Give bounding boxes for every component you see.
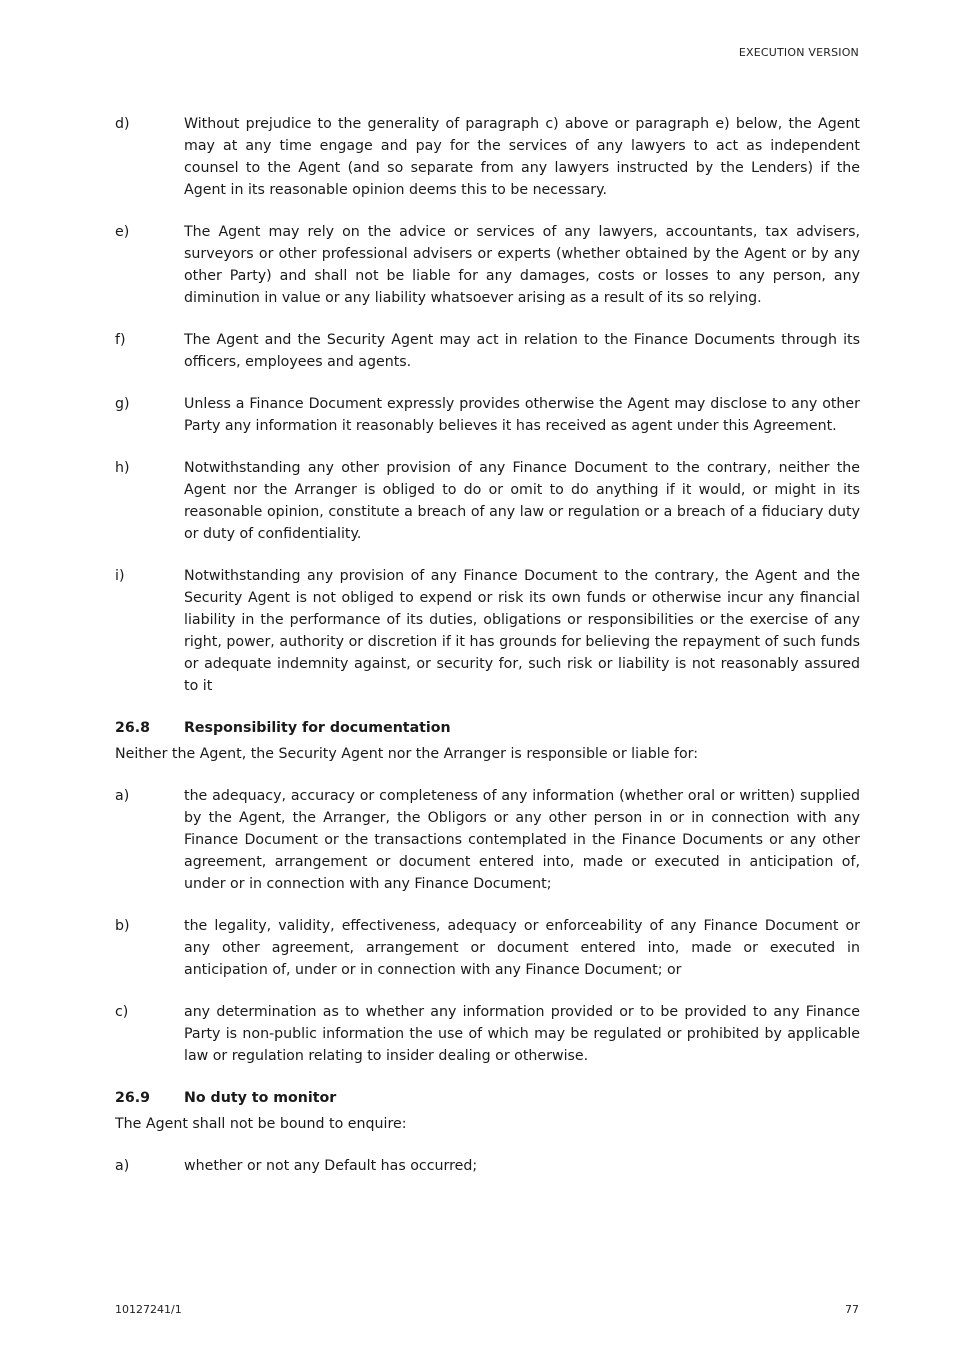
section-intro: Neither the Agent, the Security Agent nor the Arranger is responsible or liable for: [115,746,698,762]
document-body [115,113,860,1197]
paragraph-label: g) [115,396,130,412]
paragraph-text: the adequacy, accuracy or completeness of any information (whether oral or written) supplied by the Agent, the Arranger, the Obligors or any other person in or in connection with any Finance Document or the transactions contemplated in the Finance Documents or any other agreement, arrangement or document entered into, made or executed in anticipation of, under or in connection with any Finance Document; [184,788,860,892]
paragraph-text: Without prejudice to the generality of paragraph c) above or paragraph e) below, the Agent may at any time engage and pay for the services of any lawyers to act as independent counsel to the Agent (and so separate from any lawyers instructed by the Lenders) if the Agent in its reasonable opinion deems this to be necessary. [184,116,860,198]
section-number: 26.9 [115,1090,151,1106]
paragraph-a [115,1155,860,1177]
document-version-label: EXECUTION VERSION [738,46,859,59]
section-title: No duty to monitor [184,1090,337,1106]
paragraph-text: whether or not any Default has occurred; [184,1158,478,1174]
paragraph-b [115,915,860,981]
paragraph-text: any determination as to whether any information provided or to be provided to any Finance Party is non-public information the use of which may be regulated or prohibited by applicable law or regulation relating to insider dealing or otherwise. [184,1004,860,1064]
paragraph-label: f) [115,332,126,348]
paragraph-label: a) [115,1158,130,1174]
paragraph-label: c) [115,1004,129,1020]
section-heading-26-8 [115,717,860,739]
paragraph-text: Notwithstanding any other provision of any Finance Document to the contrary, neither the Agent nor the Arranger is obliged to do or omit to do anything if it would, or might in its reasonable opinion, constitute a breach of any law or regulation or a breach of a fiduciary duty or duty of confidentiality. [184,460,860,542]
paragraph-e [115,221,860,309]
paragraph-text: Notwithstanding any provision of any Finance Document to the contrary, the Agent and the Security Agent is not obliged to expend or risk its own funds or otherwise incur any financial liability in the performance of its duties, obligations or responsibilities or the exercise of any right, power, authority or discretion if it has grounds for believing the repayment of such funds or adequate indemnity against, or security for, such risk or liability is not reasonably assured to it [184,568,860,694]
paragraph-label: i) [115,568,125,584]
paragraph-label: d) [115,116,130,132]
section-title: Responsibility for documentation [184,720,451,736]
paragraph-text: The Agent may rely on the advice or services of any lawyers, accountants, tax advisers, surveyors or other professional advisers or experts (whether obtained by the Agent or by any other Party) and shall not be liable for any damages, costs or losses to any person, any diminution in value or any liability whatsoever arising as a result of its so relying. [184,224,860,306]
paragraph-label: h) [115,460,130,476]
paragraph-d [115,113,860,201]
paragraph-text: the legality, validity, effectiveness, adequacy or enforceability of any Finance Document or any other agreement, arrangement or document entered into, made or executed in anticipation of, under or in connection with any Finance Document; or [184,918,860,978]
paragraph-label: e) [115,224,130,240]
paragraph-text: Unless a Finance Document expressly provides otherwise the Agent may disclose to any other Party any information it reasonably believes it has received as agent under this Agreement. [184,396,860,434]
section-number: 26.8 [115,720,151,736]
paragraph-text: The Agent and the Security Agent may act in relation to the Finance Documents through its officers, employees and agents. [184,332,860,370]
paragraph-g [115,393,860,437]
paragraph-h [115,457,860,545]
paragraph-c [115,1001,860,1067]
paragraph-label: b) [115,918,130,934]
section-intro: The Agent shall not be bound to enquire: [115,1116,407,1132]
paragraph-a [115,785,860,895]
page-number: 77 [845,1303,859,1316]
paragraph-label: a) [115,788,130,804]
paragraph-i [115,565,860,697]
paragraph-f [115,329,860,373]
document-reference: 10127241/1 [115,1303,182,1316]
section-heading-26-9 [115,1087,860,1109]
